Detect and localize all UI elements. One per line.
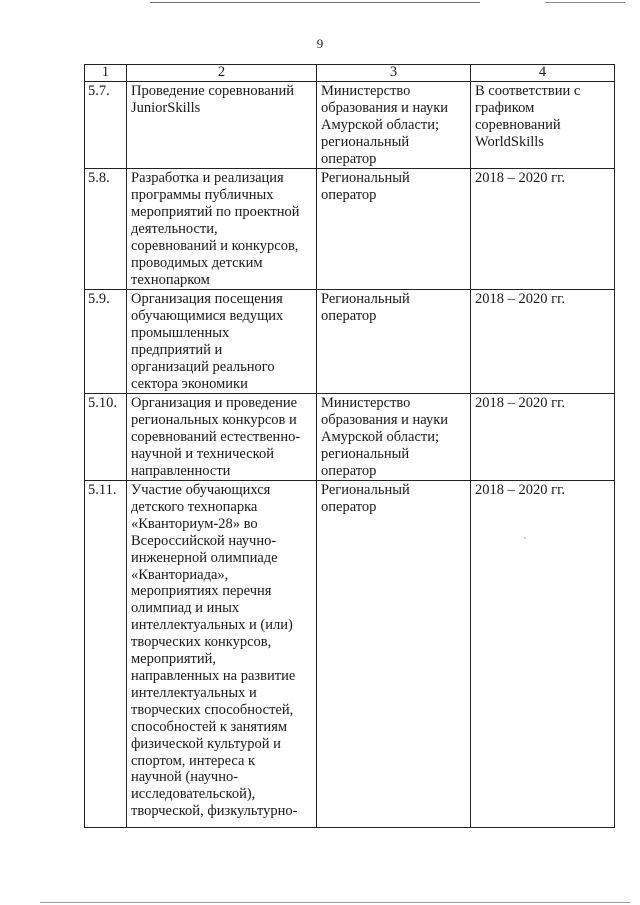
activity-cell: Проведение соревнований JuniorSkills: [127, 82, 317, 169]
activity-cell: Разработка и реализация программы публичных мероприятий по проектной деятельности, соревнований и конкурсов, проводимых детским технопарком: [127, 169, 317, 290]
scan-edge-line: [545, 2, 625, 3]
row-number: 5.8.: [85, 169, 127, 290]
activity-cell: Организация посещения обучающимися ведущих промышленных предприятий и организаций реального сектора экономики: [127, 290, 317, 394]
deadline-cell: 2018 – 2020 гг.: [471, 394, 615, 481]
column-header: 1: [85, 65, 127, 82]
table-row: [85, 481, 615, 828]
page-number: 9: [316, 36, 324, 51]
row-number: 5.11.: [85, 481, 127, 828]
table-row: [85, 169, 615, 290]
row-number: 5.7.: [85, 82, 127, 169]
activity-cell: Организация и проведение региональных конкурсов и соревнований естественно- научной и технической направленности: [127, 394, 317, 481]
row-number: 5.10.: [85, 394, 127, 481]
deadline-cell: 2018 – 2020 гг.: [471, 290, 615, 394]
responsible-cell: Региональный оператор: [317, 290, 471, 394]
column-header: 2: [127, 65, 317, 82]
scan-speck: [524, 537, 526, 539]
column-header: 3: [317, 65, 471, 82]
responsible-cell: Министерство образования и науки Амурской области; региональный оператор: [317, 394, 471, 481]
responsible-cell: Министерство образования и науки Амурской области; региональный оператор: [317, 82, 471, 169]
column-header: 4: [471, 65, 615, 82]
activity-cell: Участие обучающихся детского технопарка «Кванториум-28» во Всероссийской научно- инженерной олимпиаде «Кванториада», мероприятиях перечня олимпиад и иных интеллектуальных и (или) творческих конкурсов, мероприятий, направленных на развитие интеллектуальных и творческих способностей, способностей к занятиям физической культурой и спортом, интереса к научной (научно- исследовательской), творческой, физкультурно-: [127, 481, 317, 828]
table-row: [85, 290, 615, 394]
deadline-cell: 2018 – 2020 гг.: [471, 169, 615, 290]
scan-edge-line: [40, 902, 630, 903]
deadline-cell: В соответствии с графиком соревнований WorldSkills: [471, 82, 615, 169]
responsible-cell: Региональный оператор: [317, 169, 471, 290]
table-row: [85, 82, 615, 169]
document-table: [84, 64, 615, 828]
deadline-cell: 2018 – 2020 гг.: [471, 481, 615, 828]
scan-edge-line: [150, 2, 480, 3]
row-number: 5.9.: [85, 290, 127, 394]
responsible-cell: Региональный оператор: [317, 481, 471, 828]
table-header-row: [85, 65, 615, 82]
table-row: [85, 394, 615, 481]
